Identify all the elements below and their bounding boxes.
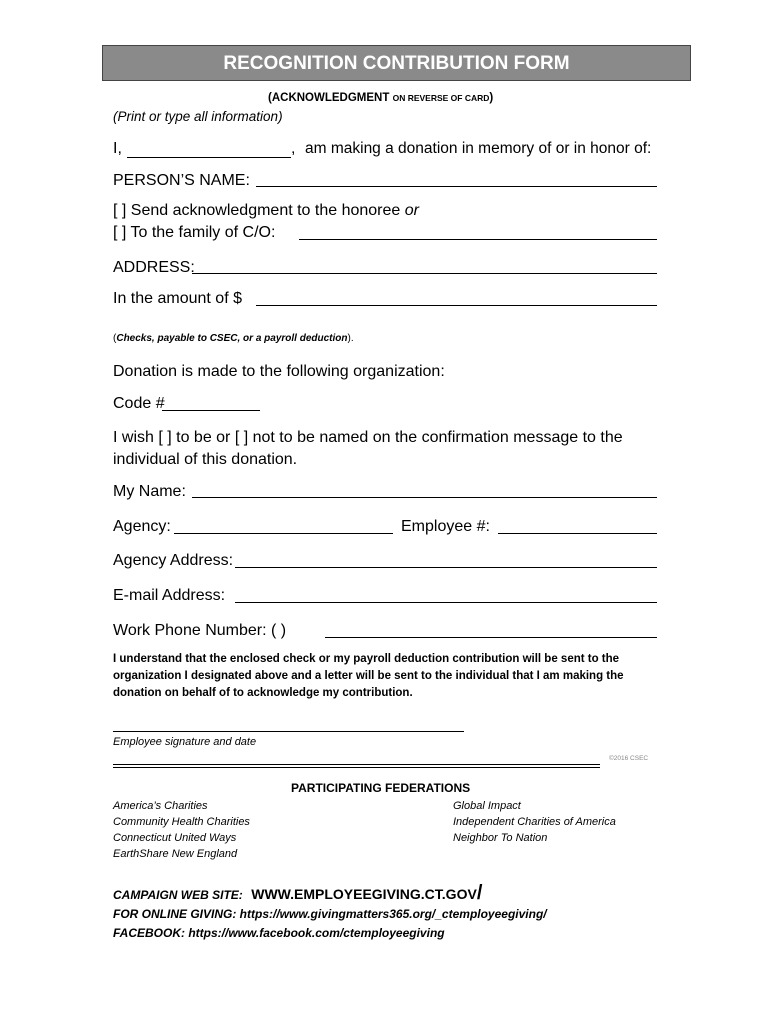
address-line[interactable] bbox=[192, 273, 657, 274]
agency-address-label: Agency Address: bbox=[113, 552, 234, 569]
divider-bottom bbox=[113, 767, 600, 768]
ack-close: ) bbox=[489, 92, 494, 104]
my-name-line[interactable] bbox=[192, 497, 657, 498]
form-title: RECOGNITION CONTRIBUTION FORM bbox=[102, 45, 691, 81]
federations-left-list bbox=[113, 798, 250, 862]
send-ack-label: [ ] Send acknowledgment to the honoree bbox=[113, 202, 401, 219]
i-prefix: I, bbox=[113, 140, 122, 157]
work-phone-line[interactable] bbox=[325, 637, 657, 638]
campaign-slash: / bbox=[476, 882, 483, 904]
wish-line-2: individual of this donation. bbox=[113, 451, 298, 468]
federation-item: Community Health Charities bbox=[113, 816, 250, 828]
persons-name-label: PERSON’S NAME: bbox=[113, 172, 250, 189]
agency-address-line[interactable] bbox=[235, 567, 657, 568]
my-name-label: My Name: bbox=[113, 483, 186, 500]
signature-line[interactable] bbox=[113, 731, 464, 732]
agency-label: Agency: bbox=[113, 518, 171, 535]
checks-close: ). bbox=[347, 333, 354, 344]
to-family-label[interactable]: [ ] To the family of C/O: bbox=[113, 224, 276, 241]
checks-open: ( bbox=[113, 333, 117, 344]
print-instruction: (Print or type all information) bbox=[113, 109, 283, 124]
federation-item: EarthShare New England bbox=[113, 848, 238, 860]
campaign-website bbox=[113, 882, 482, 905]
i-comma: , bbox=[291, 140, 296, 157]
email-line[interactable] bbox=[235, 602, 657, 603]
employee-no-line[interactable] bbox=[498, 533, 657, 534]
persons-name-line[interactable] bbox=[256, 186, 657, 187]
agency-line[interactable] bbox=[174, 533, 393, 534]
divider-top bbox=[113, 764, 600, 765]
ack-main: (ACKNOWLEDGMENT bbox=[268, 92, 390, 104]
acknowledgment-note bbox=[268, 92, 493, 104]
facebook-link[interactable]: FACEBOOK: https://www.facebook.com/ctemployeegiving bbox=[113, 926, 445, 940]
address-label: ADDRESS: bbox=[113, 259, 195, 276]
campaign-label: CAMPAIGN WEB SITE: bbox=[113, 888, 243, 902]
amount-line[interactable] bbox=[256, 305, 657, 306]
donation-org-label: Donation is made to the following organization: bbox=[113, 363, 445, 380]
federation-item: Global Impact bbox=[453, 800, 521, 812]
campaign-url[interactable]: WWW.EMPLOYEEGIVING.CT.GOV bbox=[251, 886, 477, 902]
federations-heading: PARTICIPATING FEDERATIONS bbox=[291, 781, 471, 795]
copyright: ©2016 CSEC bbox=[609, 755, 649, 762]
signature-label: Employee signature and date bbox=[113, 736, 257, 748]
work-phone-label: Work Phone Number: ( ) bbox=[113, 622, 287, 639]
donation-statement: am making a donation in memory of or in honor of: bbox=[305, 140, 652, 157]
code-line[interactable] bbox=[162, 410, 260, 411]
code-label: Code # bbox=[113, 395, 165, 412]
understanding-statement: I understand that the enclosed check or my payroll deduction contribution will be sent to the organization I designated above and a letter will be sent to the individual that I am making the donation on behalf of to acknowledge my contribution. bbox=[113, 653, 624, 699]
online-giving-link[interactable]: FOR ONLINE GIVING: https://www.givingmatters365.org/_ctemployeegiving/ bbox=[113, 907, 547, 921]
federation-item: Independent Charities of America bbox=[453, 816, 616, 828]
federation-item: Neighbor To Nation bbox=[453, 832, 548, 844]
employee-no-label: Employee #: bbox=[401, 518, 490, 535]
federation-item: Connecticut United Ways bbox=[113, 832, 237, 844]
donor-name-line[interactable] bbox=[127, 157, 291, 158]
checks-note bbox=[113, 333, 354, 344]
to-family-line[interactable] bbox=[299, 239, 657, 240]
ack-small: ON REVERSE OF CARD bbox=[392, 93, 490, 103]
email-label: E-mail Address: bbox=[113, 587, 226, 604]
federations-right-list bbox=[453, 798, 616, 846]
send-ack-or: or bbox=[404, 202, 419, 219]
federation-item: America’s Charities bbox=[113, 800, 208, 812]
send-ack-option[interactable] bbox=[113, 202, 419, 220]
amount-label: In the amount of $ bbox=[113, 290, 242, 307]
checks-text: Checks, payable to CSEC, or a payroll deduction bbox=[116, 333, 348, 344]
wish-line-1[interactable]: I wish [ ] to be or [ ] not to be named on the confirmation message to the bbox=[113, 429, 623, 446]
